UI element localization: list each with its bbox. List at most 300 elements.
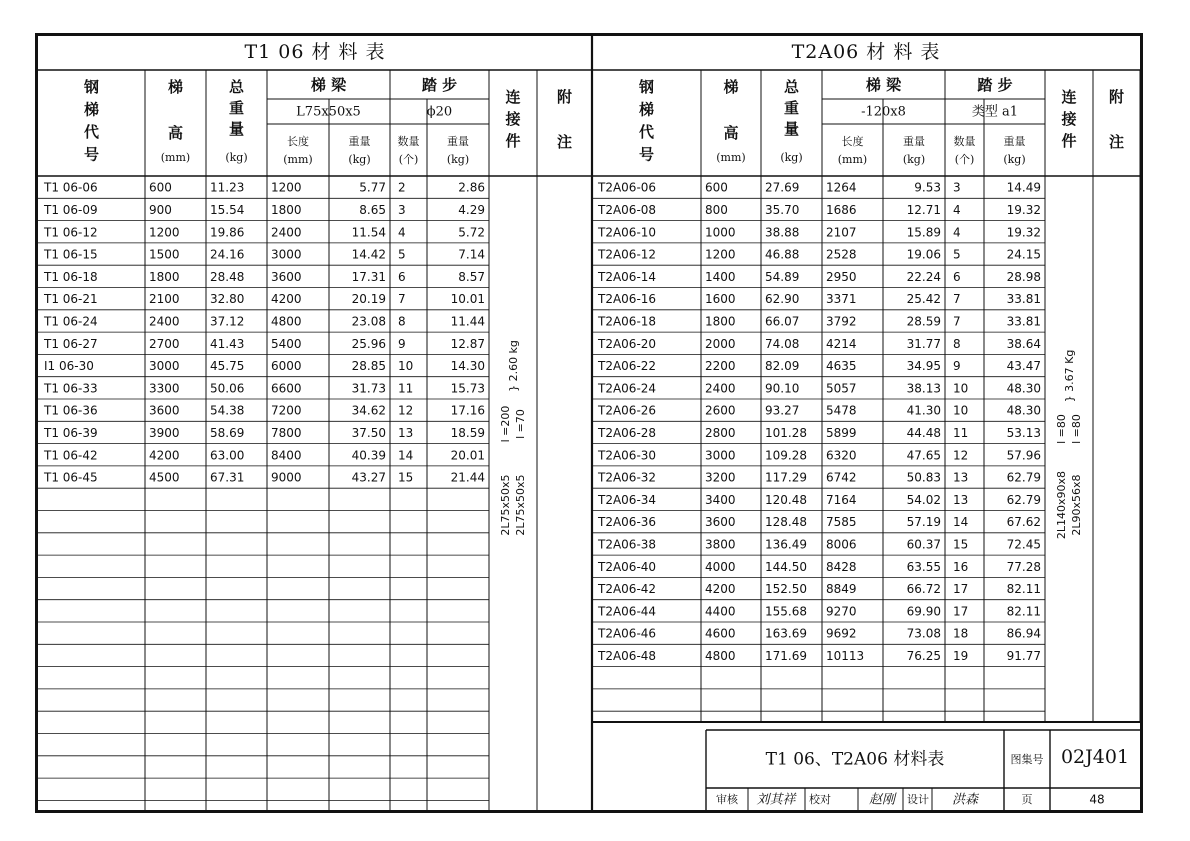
row-step-qty: 16: [953, 559, 969, 574]
row-step-qty: 9: [953, 359, 961, 374]
row-total-weight: 63.00: [210, 448, 245, 463]
row-step-qty: 10: [398, 359, 414, 374]
row-step-qty: 4: [953, 202, 961, 217]
row-beam-length: 5057: [826, 381, 857, 396]
material-tables-drawing: [38, 36, 1140, 810]
row-code: T2A06-12: [598, 247, 657, 262]
row-code: T2A06-28: [598, 425, 657, 440]
row-total-weight: 128.48: [765, 515, 807, 530]
row-step-weight: 15.73: [450, 381, 485, 396]
row-beam-length: 4635: [826, 359, 857, 374]
row-beam-length: 6000: [271, 359, 302, 374]
row-total-weight: 35.70: [765, 202, 800, 217]
row-code: T2A06-30: [598, 448, 657, 463]
row-code: T1 06-06: [44, 180, 98, 195]
row-beam-weight: 73.08: [906, 626, 941, 641]
header-height: 梯: [723, 78, 739, 96]
row-step-qty: 15: [398, 470, 414, 485]
row-height: 1800: [149, 269, 180, 284]
row-beam-length: 4800: [271, 314, 302, 329]
row-step-qty: 12: [953, 448, 969, 463]
row-beam-weight: 5.77: [359, 180, 386, 195]
row-beam-length: 8428: [826, 559, 857, 574]
row-total-weight: 11.23: [210, 180, 245, 195]
row-beam-weight: 47.65: [906, 448, 941, 463]
row-beam-weight: 31.77: [906, 336, 941, 351]
row-code: T2A06-18: [598, 314, 657, 329]
row-beam-weight: 20.19: [351, 292, 386, 307]
row-beam-length: 3000: [271, 247, 302, 262]
row-beam-weight: 11.54: [351, 225, 386, 240]
row-step-qty: 7: [953, 314, 961, 329]
row-code: T2A06-26: [598, 403, 657, 418]
header-step-spec: 类型 a1: [971, 104, 1019, 120]
row-beam-weight: 63.55: [906, 559, 941, 574]
row-step-qty: 4: [398, 225, 406, 240]
connector-length: l =200: [499, 405, 512, 443]
row-beam-weight: 28.85: [351, 359, 386, 374]
row-step-weight: 4.29: [458, 202, 485, 217]
header-beam: 梯 梁: [310, 76, 347, 94]
row-total-weight: 144.50: [765, 559, 807, 574]
row-beam-length: 5899: [826, 425, 857, 440]
row-step-weight: 67.62: [1006, 515, 1041, 530]
row-height: 3600: [705, 515, 736, 530]
row-beam-length: 7800: [271, 425, 302, 440]
row-beam-length: 1800: [271, 202, 302, 217]
row-total-weight: 66.07: [765, 314, 800, 329]
row-step-qty: 7: [398, 292, 406, 307]
row-step-weight: 77.28: [1006, 559, 1041, 574]
row-step-qty: 7: [953, 292, 961, 307]
row-step-qty: 8: [398, 314, 406, 329]
row-beam-weight: 34.62: [351, 403, 386, 418]
row-step-weight: 8.57: [458, 269, 485, 284]
row-step-qty: 3: [953, 180, 961, 195]
row-code: T1 06-12: [44, 225, 98, 240]
row-step-weight: 72.45: [1006, 537, 1041, 552]
row-beam-weight: 25.96: [351, 336, 386, 351]
row-height: 2600: [705, 403, 736, 418]
row-beam-length: 8849: [826, 582, 857, 597]
row-beam-length: 7200: [271, 403, 302, 418]
row-step-weight: 38.64: [1006, 336, 1041, 351]
row-code: T2A06-44: [598, 604, 657, 619]
row-step-weight: 33.81: [1006, 314, 1041, 329]
row-step-qty: 3: [398, 202, 406, 217]
row-step-qty: 13: [953, 492, 969, 507]
header-beam-length: 长度: [841, 135, 864, 148]
row-beam-length: 7164: [826, 492, 857, 507]
row-step-qty: 10: [953, 403, 969, 418]
row-beam-weight: 17.31: [351, 269, 386, 284]
header-beam: 梯 梁: [865, 76, 902, 94]
header-total-weight: 重: [228, 99, 245, 117]
row-beam-length: 2528: [826, 247, 857, 262]
row-code: T1 06-21: [44, 292, 98, 307]
atlas-number-label: 图集号: [1010, 753, 1044, 766]
row-step-weight: 24.15: [1006, 247, 1041, 262]
header-step-qty: 数量: [397, 135, 420, 148]
header-code: 梯: [638, 100, 655, 119]
row-total-weight: 45.75: [210, 359, 245, 374]
row-code: T1 06-45: [44, 470, 98, 485]
row-total-weight: 62.90: [765, 292, 800, 307]
header-connector: 连: [1061, 88, 1077, 106]
row-beam-length: 6600: [271, 381, 302, 396]
row-beam-length: 3600: [271, 269, 302, 284]
header-beam-length: 长度: [287, 135, 309, 148]
row-height: 4500: [149, 470, 180, 485]
row-beam-weight: 60.37: [906, 537, 941, 552]
row-step-weight: 19.32: [1006, 225, 1041, 240]
row-height: 2400: [149, 314, 180, 329]
drawing-title: T1 06、T2A06 材料表: [765, 749, 945, 770]
header-height: 高: [167, 124, 184, 142]
row-step-weight: 14.30: [450, 359, 485, 374]
row-total-weight: 50.06: [210, 381, 245, 396]
header-step-qty: 数量: [953, 135, 976, 148]
header-total-weight: 量: [228, 120, 245, 138]
row-step-weight: 33.81: [1006, 292, 1041, 307]
connector-spec: 2L90x56x8: [1070, 474, 1083, 536]
header-connector: 连: [505, 88, 521, 106]
row-total-weight: 120.48: [765, 492, 807, 507]
row-step-qty: 17: [953, 582, 969, 597]
row-total-weight: 93.27: [765, 403, 800, 418]
row-beam-weight: 43.27: [351, 470, 386, 485]
header-note: 附: [1108, 88, 1125, 106]
header-beam-length-unit: (mm): [283, 153, 313, 166]
header-height: 高: [723, 124, 739, 142]
row-beam-length: 2950: [826, 269, 857, 284]
row-total-weight: 136.49: [765, 537, 807, 552]
header-total-weight: 重: [783, 99, 800, 117]
design-signature: 洪森: [951, 792, 979, 808]
header-height-unit: (mm): [716, 151, 746, 164]
row-step-qty: 2: [398, 180, 406, 195]
header-total-unit: (kg): [780, 151, 803, 164]
row-step-weight: 48.30: [1006, 381, 1041, 396]
row-total-weight: 27.69: [765, 180, 800, 195]
row-beam-length: 1264: [826, 180, 857, 195]
row-height: 1200: [705, 247, 736, 262]
header-step: 踏 步: [421, 76, 458, 94]
connector-length: l =70: [514, 409, 527, 439]
row-height: 4600: [705, 626, 736, 641]
row-total-weight: 109.28: [765, 448, 807, 463]
row-step-qty: 6: [398, 269, 406, 284]
row-beam-weight: 8.65: [359, 202, 386, 217]
row-height: 2700: [149, 336, 180, 351]
row-beam-weight: 15.89: [906, 225, 941, 240]
header-note: 附: [556, 88, 573, 106]
row-step-qty: 13: [953, 470, 969, 485]
row-beam-weight: 40.39: [351, 448, 386, 463]
row-beam-length: 4214: [826, 336, 857, 351]
header-code: 钢: [83, 78, 100, 96]
row-code: T2A06-06: [598, 180, 657, 195]
row-total-weight: 117.29: [765, 470, 807, 485]
row-total-weight: 54.89: [765, 269, 800, 284]
row-code: T2A06-32: [598, 470, 657, 485]
header-connector: 接: [505, 110, 521, 128]
header-note: 注: [1108, 133, 1125, 151]
row-total-weight: 54.38: [210, 403, 245, 418]
page-label: 页: [1021, 793, 1033, 806]
connector-length: l =80: [1070, 414, 1083, 444]
row-height: 4400: [705, 604, 736, 619]
header-code: 代: [83, 123, 100, 141]
row-step-qty: 17: [953, 604, 969, 619]
row-beam-weight: 50.83: [906, 470, 941, 485]
row-code: T1 06-27: [44, 336, 98, 351]
row-step-qty: 8: [953, 336, 961, 351]
row-step-weight: 28.98: [1006, 269, 1041, 284]
row-beam-weight: 41.30: [906, 403, 941, 418]
row-step-weight: 18.59: [450, 425, 485, 440]
header-total-weight: 量: [783, 120, 800, 138]
row-code: T2A06-36: [598, 515, 657, 530]
row-beam-length: 9270: [826, 604, 857, 619]
row-height: 4200: [705, 582, 736, 597]
row-code: T2A06-10: [598, 225, 657, 240]
row-code: T1 06-24: [44, 314, 98, 329]
row-code: T2A06-20: [598, 336, 657, 351]
header-connector: 件: [505, 132, 521, 150]
row-height: 2800: [705, 425, 736, 440]
row-height: 4800: [705, 648, 736, 663]
row-step-weight: 82.11: [1006, 604, 1041, 619]
page-number: 48: [1089, 792, 1105, 807]
header-beam-length-unit: (mm): [837, 153, 868, 166]
connector-weight: } 2.60 kg: [507, 340, 520, 392]
row-step-weight: 19.32: [1006, 202, 1041, 217]
row-beam-weight: 28.59: [906, 314, 941, 329]
header-beam-weight-unit: (kg): [348, 153, 371, 166]
row-height: 600: [705, 180, 728, 195]
row-code: T2A06-46: [598, 626, 657, 641]
row-height: 3000: [705, 448, 736, 463]
row-code: T1 06-33: [44, 381, 98, 396]
row-height: 4200: [149, 448, 180, 463]
row-total-weight: 155.68: [765, 604, 807, 619]
row-code: I1 06-30: [44, 359, 94, 374]
row-total-weight: 41.43: [210, 336, 245, 351]
row-code: T1 06-39: [44, 425, 98, 440]
row-step-weight: 91.77: [1006, 648, 1041, 663]
row-beam-length: 3371: [826, 292, 857, 307]
row-step-qty: 14: [398, 448, 414, 463]
row-height: 3900: [149, 425, 180, 440]
row-code: T1 06-42: [44, 448, 98, 463]
row-step-weight: 12.87: [450, 336, 485, 351]
row-height: 3400: [705, 492, 736, 507]
row-beam-weight: 34.95: [906, 359, 941, 374]
header-beam-weight: 重量: [903, 135, 925, 148]
row-beam-length: 8006: [826, 537, 857, 552]
row-height: 1500: [149, 247, 180, 262]
row-step-weight: 86.94: [1006, 626, 1041, 641]
row-code: T2A06-08: [598, 202, 657, 217]
row-code: T2A06-34: [598, 492, 657, 507]
row-code: T2A06-38: [598, 537, 657, 552]
row-code: T2A06-40: [598, 559, 657, 574]
header-height: 梯: [167, 78, 184, 96]
row-beam-weight: 38.13: [906, 381, 941, 396]
row-height: 1400: [705, 269, 736, 284]
row-total-weight: 46.88: [765, 247, 800, 262]
row-step-qty: 5: [953, 247, 961, 262]
row-total-weight: 101.28: [765, 425, 807, 440]
row-step-qty: 12: [398, 403, 414, 418]
row-height: 1200: [149, 225, 180, 240]
row-height: 3800: [705, 537, 736, 552]
header-note: 注: [556, 133, 573, 151]
header-step: 踏 步: [977, 76, 1013, 94]
row-total-weight: 152.50: [765, 582, 807, 597]
row-beam-weight: 69.90: [906, 604, 941, 619]
header-step-spec: ϕ20: [426, 104, 453, 120]
review-signature: 刘其祥: [756, 792, 796, 808]
row-total-weight: 32.80: [210, 292, 245, 307]
connector-length: l =80: [1055, 414, 1068, 444]
row-height: 600: [149, 180, 172, 195]
header-total-weight: 总: [783, 78, 800, 96]
row-code: T1 06-36: [44, 403, 98, 418]
row-step-weight: 43.47: [1006, 359, 1041, 374]
drawing-sheet: [35, 33, 1143, 813]
row-beam-length: 5478: [826, 403, 857, 418]
row-height: 1000: [705, 225, 736, 240]
check-signature: 赵刚: [868, 792, 896, 808]
row-total-weight: 171.69: [765, 648, 807, 663]
review-label: 审核: [716, 793, 738, 806]
row-step-weight: 14.49: [1006, 180, 1041, 195]
row-code: T2A06-48: [598, 648, 657, 663]
row-height: 3300: [149, 381, 180, 396]
header-step-weight: 重量: [1003, 135, 1026, 148]
row-beam-length: 2400: [271, 225, 302, 240]
connector-weight: } 3.67 Kg: [1063, 349, 1076, 403]
row-height: 1800: [705, 314, 736, 329]
row-height: 2100: [149, 292, 180, 307]
row-step-qty: 9: [398, 336, 406, 351]
row-height: 2400: [705, 381, 736, 396]
row-step-weight: 62.79: [1006, 492, 1041, 507]
row-total-weight: 163.69: [765, 626, 807, 641]
row-height: 3000: [149, 359, 180, 374]
row-beam-weight: 14.42: [351, 247, 386, 262]
header-step-qty-unit: (个): [954, 153, 975, 166]
row-beam-weight: 12.71: [906, 202, 941, 217]
row-step-qty: 13: [398, 425, 414, 440]
row-step-qty: 4: [953, 225, 961, 240]
row-step-weight: 57.96: [1006, 448, 1041, 463]
row-step-weight: 2.86: [458, 180, 485, 195]
connector-spec: 2L140x90x8: [1055, 470, 1068, 540]
row-beam-length: 9000: [271, 470, 302, 485]
row-beam-length: 10113: [826, 648, 865, 663]
row-step-qty: 18: [953, 626, 969, 641]
row-height: 3200: [705, 470, 736, 485]
row-beam-length: 2107: [826, 225, 857, 240]
header-code: 号: [638, 145, 655, 164]
row-step-qty: 10: [953, 381, 969, 396]
connector-spec: 2L75x50x5: [499, 474, 512, 536]
connector-spec: 2L75x50x5: [514, 474, 527, 536]
row-step-weight: 21.44: [450, 470, 485, 485]
check-label: 校对: [809, 793, 831, 806]
row-step-qty: 6: [953, 269, 961, 284]
row-step-weight: 7.14: [458, 247, 485, 262]
right_table-title: T2A06 材 料 表: [791, 41, 941, 63]
header-step-weight: 重量: [447, 135, 469, 148]
header-code: 代: [638, 123, 655, 141]
row-beam-weight: 54.02: [906, 492, 941, 507]
row-beam-weight: 25.42: [906, 292, 941, 307]
row-height: 3600: [149, 403, 180, 418]
row-total-weight: 19.86: [210, 225, 245, 240]
row-beam-length: 4200: [271, 292, 302, 307]
row-code: T2A06-14: [598, 269, 657, 284]
header-step-weight-unit: (kg): [446, 153, 470, 166]
row-total-weight: 82.09: [765, 359, 800, 374]
row-step-qty: 14: [953, 515, 969, 530]
row-beam-length: 1200: [271, 180, 302, 195]
row-beam-weight: 22.24: [906, 269, 941, 284]
header-total-unit: (kg): [225, 151, 248, 164]
row-step-weight: 82.11: [1006, 582, 1041, 597]
row-step-weight: 17.16: [450, 403, 485, 418]
row-step-qty: 19: [953, 648, 969, 663]
row-beam-length: 3792: [826, 314, 857, 329]
row-code: T2A06-42: [598, 582, 657, 597]
row-total-weight: 15.54: [210, 202, 245, 217]
header-connector: 件: [1061, 132, 1077, 150]
row-step-weight: 10.01: [450, 292, 485, 307]
header-beam-weight-unit: (kg): [902, 153, 926, 166]
row-beam-length: 6320: [826, 448, 857, 463]
left_table-title: T1 06 材 料 表: [244, 41, 386, 63]
row-total-weight: 90.10: [765, 381, 800, 396]
row-step-weight: 5.72: [458, 225, 485, 240]
row-total-weight: 28.48: [210, 269, 245, 284]
row-beam-weight: 9.53: [914, 180, 941, 195]
row-height: 2000: [705, 336, 736, 351]
row-beam-weight: 44.48: [906, 425, 941, 440]
row-beam-length: 7585: [826, 515, 857, 530]
row-beam-length: 5400: [271, 336, 302, 351]
row-step-weight: 62.79: [1006, 470, 1041, 485]
row-code: T1 06-09: [44, 202, 98, 217]
row-beam-weight: 37.50: [351, 425, 386, 440]
header-total-weight: 总: [228, 78, 245, 96]
design-label: 设计: [907, 793, 929, 806]
row-code: T2A06-22: [598, 359, 657, 374]
row-beam-length: 1686: [826, 202, 857, 217]
row-code: T2A06-16: [598, 292, 657, 307]
header-step-weight-unit: (kg): [1003, 153, 1026, 166]
row-total-weight: 37.12: [210, 314, 245, 329]
row-height: 1600: [705, 292, 736, 307]
row-step-qty: 11: [398, 381, 414, 396]
row-beam-weight: 19.06: [906, 247, 941, 262]
row-step-qty: 11: [953, 425, 969, 440]
header-step-qty-unit: (个): [398, 153, 419, 166]
row-step-weight: 20.01: [450, 448, 485, 463]
header-connector: 接: [1061, 110, 1077, 128]
